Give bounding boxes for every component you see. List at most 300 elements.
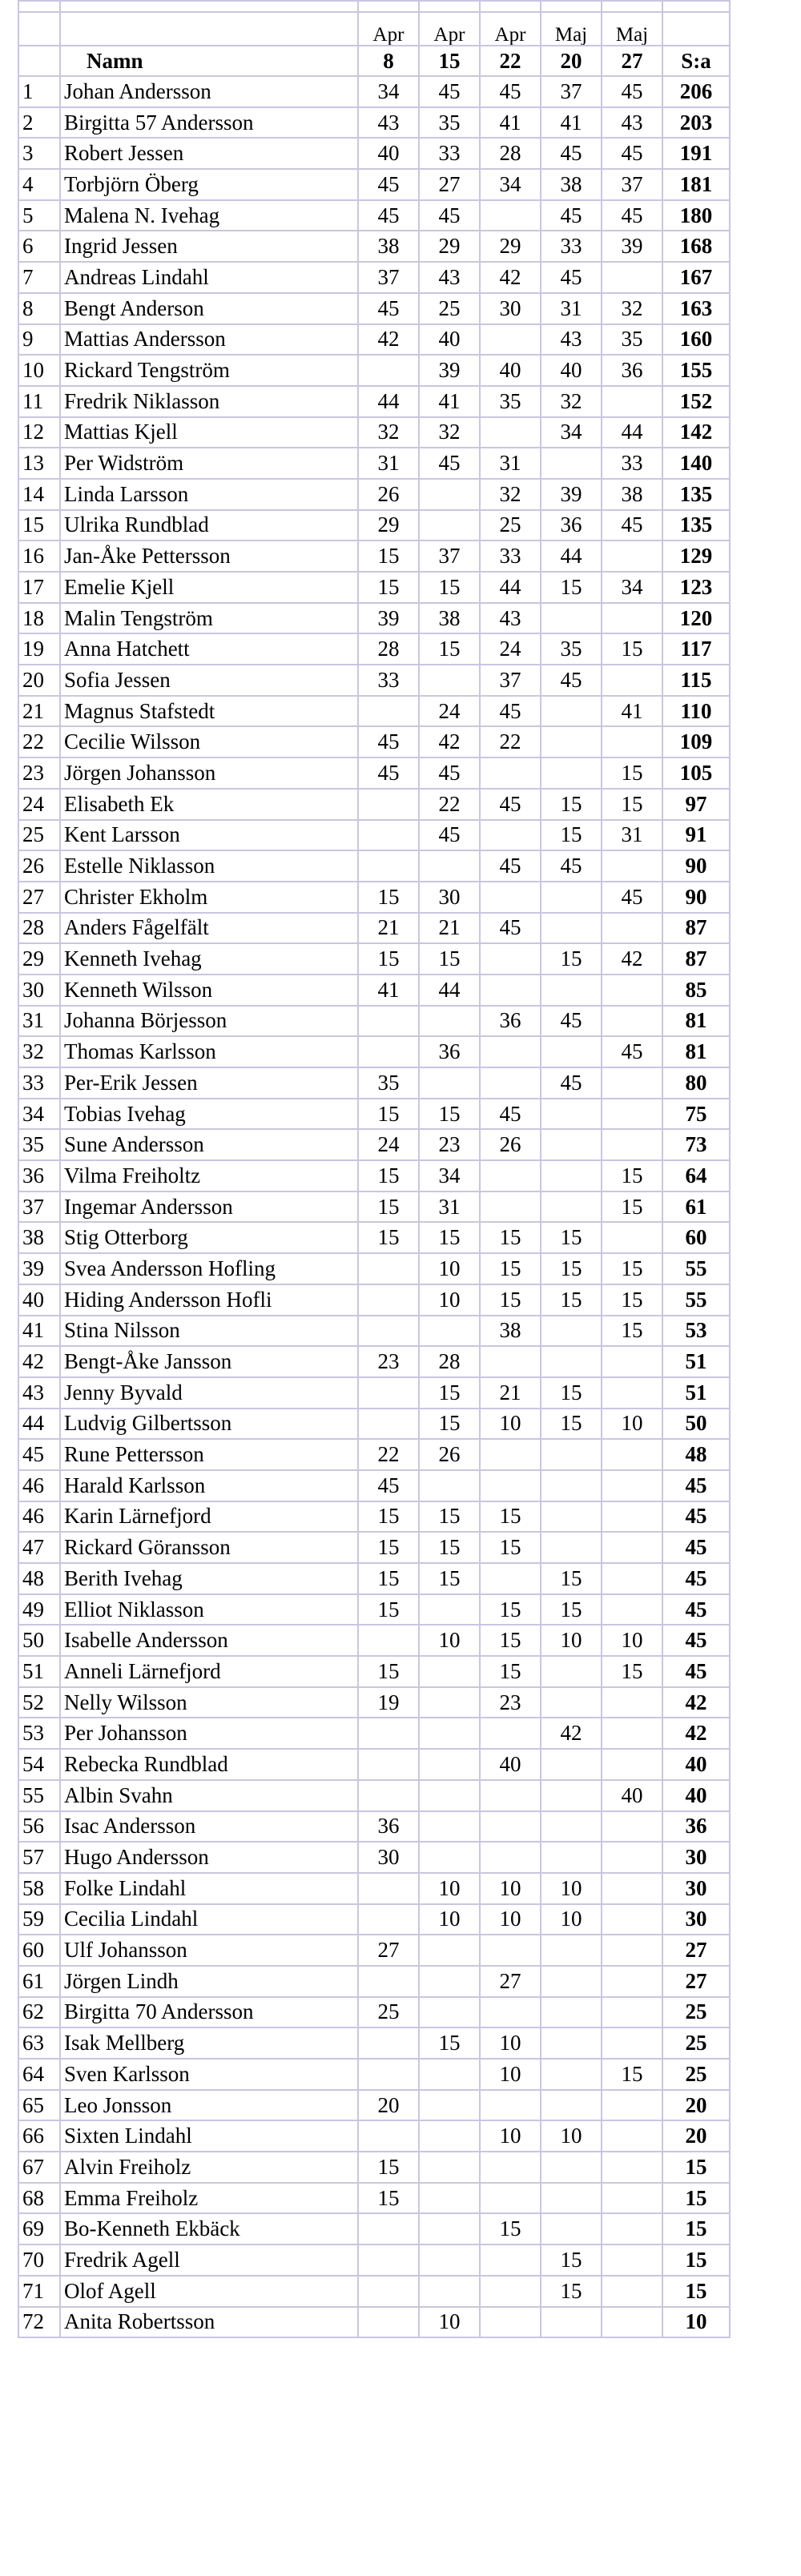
- score-cell: 15: [480, 1656, 541, 1687]
- table-row: [18, 633, 730, 665]
- player-name-cell: Isac Andersson: [60, 1811, 358, 1843]
- rank-cell: 5: [18, 200, 60, 231]
- player-name-cell: Hiding Andersson Hofli: [60, 1284, 358, 1316]
- score-cell: 28: [480, 138, 541, 169]
- table-row: [18, 1873, 730, 1904]
- score-cell: 15: [358, 1160, 419, 1192]
- score-cell: 36: [358, 1811, 419, 1843]
- score-cell: [541, 1160, 602, 1192]
- score-cell: 10: [419, 1904, 480, 1935]
- score-cell: [602, 1067, 662, 1099]
- score-cell: 36: [419, 1036, 480, 1067]
- score-cell: [419, 1935, 480, 1966]
- total-cell: 30: [662, 1873, 730, 1904]
- table-row: [18, 1749, 730, 1780]
- score-cell: 38: [480, 1316, 541, 1347]
- score-cell: 32: [602, 293, 662, 324]
- score-cell: [480, 1346, 541, 1377]
- player-name-cell: Anneli Lärnefjord: [60, 1656, 358, 1687]
- rank-cell: 12: [18, 417, 60, 448]
- score-cell: [602, 2244, 662, 2276]
- score-cell: 40: [480, 355, 541, 386]
- score-cell: 31: [480, 448, 541, 479]
- score-cell: [480, 1192, 541, 1223]
- table-row: [18, 1780, 730, 1811]
- player-name-cell: Rickard Göransson: [60, 1532, 358, 1563]
- score-cell: [541, 2059, 602, 2090]
- rank-cell: 35: [18, 1129, 60, 1160]
- rank-cell: 19: [18, 633, 60, 665]
- score-cell: 37: [541, 76, 602, 107]
- player-name-cell: Anna Hatchett: [60, 633, 358, 665]
- total-cell: 25: [662, 2027, 730, 2059]
- score-cell: 15: [602, 1656, 662, 1687]
- score-cell: [480, 1842, 541, 1873]
- table-row: [18, 1594, 730, 1626]
- rank-cell: 31: [18, 1006, 60, 1037]
- score-cell: 45: [541, 138, 602, 169]
- rank-cell: 42: [18, 1346, 60, 1377]
- table-row: [18, 1036, 730, 1067]
- score-cell: 45: [602, 882, 662, 913]
- total-cell: 81: [662, 1036, 730, 1067]
- score-cell: 15: [602, 633, 662, 665]
- month-header: Apr: [419, 12, 480, 46]
- score-cell: [358, 2120, 419, 2152]
- score-cell: [602, 975, 662, 1006]
- score-cell: 15: [419, 633, 480, 665]
- score-cell: [480, 1563, 541, 1594]
- score-cell: [602, 1997, 662, 2028]
- score-cell: [541, 1749, 602, 1780]
- score-cell: [480, 200, 541, 231]
- player-name-cell: Tobias Ivehag: [60, 1099, 358, 1130]
- total-cell: 15: [662, 2276, 730, 2307]
- score-cell: [480, 1439, 541, 1470]
- score-cell: [602, 1687, 662, 1718]
- score-cell: [602, 386, 662, 417]
- player-name-cell: Elisabeth Ek: [60, 789, 358, 820]
- total-cell: 81: [662, 1006, 730, 1037]
- table-row: [18, 603, 730, 634]
- player-name-cell: Mattias Andersson: [60, 324, 358, 356]
- score-cell: 45: [480, 696, 541, 727]
- score-cell: 15: [358, 943, 419, 975]
- player-name-cell: Anita Robertsson: [60, 2307, 358, 2338]
- score-cell: 15: [358, 882, 419, 913]
- score-cell: 10: [541, 1625, 602, 1656]
- player-name-cell: Vilma Freiholtz: [60, 1160, 358, 1192]
- score-cell: 39: [541, 479, 602, 510]
- total-cell: 75: [662, 1099, 730, 1130]
- table-row: [18, 820, 730, 851]
- score-cell: [419, 1718, 480, 1749]
- score-cell: 41: [541, 107, 602, 139]
- table-row: [18, 850, 730, 882]
- player-name-cell: Torbjörn Öberg: [60, 169, 358, 200]
- score-cell: 15: [419, 1222, 480, 1253]
- score-cell: [602, 1532, 662, 1563]
- score-cell: 10: [541, 2120, 602, 2152]
- score-cell: 27: [419, 169, 480, 200]
- table-row: [18, 2059, 730, 2090]
- score-cell: 10: [480, 1904, 541, 1935]
- rank-cell: 54: [18, 1749, 60, 1780]
- score-cell: [480, 2183, 541, 2214]
- score-cell: 15: [541, 1594, 602, 1626]
- score-cell: [541, 882, 602, 913]
- score-cell: 32: [541, 386, 602, 417]
- score-cell: [419, 2090, 480, 2121]
- score-cell: [602, 665, 662, 696]
- top-spacer-row: [18, 1, 730, 12]
- rank-cell: 49: [18, 1594, 60, 1626]
- score-cell: 45: [419, 758, 480, 789]
- score-cell: [480, 2090, 541, 2121]
- player-name-cell: Jörgen Lindh: [60, 1966, 358, 1997]
- score-cell: 38: [419, 603, 480, 634]
- score-cell: 38: [541, 169, 602, 200]
- score-cell: 45: [419, 820, 480, 851]
- score-cell: 29: [419, 231, 480, 262]
- score-cell: [358, 2059, 419, 2090]
- total-cell: 109: [662, 726, 730, 758]
- score-cell: [602, 541, 662, 572]
- score-cell: [480, 882, 541, 913]
- score-cell: [480, 2244, 541, 2276]
- score-cell: [602, 2276, 662, 2307]
- total-cell: 45: [662, 1656, 730, 1687]
- table-row: [18, 1470, 730, 1501]
- rank-cell: 46: [18, 1501, 60, 1533]
- table-row: [18, 138, 730, 169]
- score-cell: 24: [480, 633, 541, 665]
- score-cell: [358, 1377, 419, 1409]
- score-cell: [358, 2244, 419, 2276]
- score-cell: 45: [602, 76, 662, 107]
- score-cell: 15: [541, 1284, 602, 1316]
- rank-cell: 55: [18, 1780, 60, 1811]
- score-cell: 10: [419, 1625, 480, 1656]
- score-cell: [541, 1192, 602, 1223]
- score-cell: 15: [419, 1377, 480, 1409]
- total-cell: 42: [662, 1718, 730, 1749]
- player-name-cell: Leo Jonsson: [60, 2090, 358, 2121]
- rank-cell: 62: [18, 1997, 60, 2028]
- score-cell: [358, 2027, 419, 2059]
- score-cell: [602, 1006, 662, 1037]
- total-cell: 45: [662, 1501, 730, 1533]
- score-cell: [602, 1811, 662, 1843]
- rank-cell: 27: [18, 882, 60, 913]
- score-cell: [358, 1253, 419, 1284]
- score-cell: 15: [358, 2183, 419, 2214]
- total-cell: 181: [662, 169, 730, 200]
- score-cell: 43: [480, 603, 541, 634]
- score-cell: 31: [541, 293, 602, 324]
- score-cell: [358, 1966, 419, 1997]
- score-cell: 45: [358, 200, 419, 231]
- score-cell: [419, 1842, 480, 1873]
- table-row: [18, 169, 730, 200]
- score-cell: 34: [419, 1160, 480, 1192]
- score-cell: [480, 2152, 541, 2183]
- total-cell: 51: [662, 1346, 730, 1377]
- score-cell: [541, 1501, 602, 1533]
- score-cell: 33: [541, 231, 602, 262]
- score-cell: [602, 262, 662, 293]
- score-cell: 15: [358, 1563, 419, 1594]
- score-cell: 15: [480, 1625, 541, 1656]
- rank-cell: 26: [18, 850, 60, 882]
- player-name-cell: Alvin Freiholz: [60, 2152, 358, 2183]
- total-cell: 203: [662, 107, 730, 139]
- player-name-cell: Hugo Andersson: [60, 1842, 358, 1873]
- table-row: [18, 1099, 730, 1130]
- score-cell: 29: [358, 510, 419, 541]
- total-cell: 140: [662, 448, 730, 479]
- rank-cell: 50: [18, 1625, 60, 1656]
- total-cell: 91: [662, 820, 730, 851]
- score-cell: [541, 1656, 602, 1687]
- score-cell: 15: [541, 943, 602, 975]
- score-cell: 45: [541, 200, 602, 231]
- rank-cell: 58: [18, 1873, 60, 1904]
- score-cell: 25: [419, 293, 480, 324]
- score-cell: 30: [419, 882, 480, 913]
- rank-cell: 34: [18, 1099, 60, 1130]
- player-name-cell: Kenneth Ivehag: [60, 943, 358, 975]
- score-cell: [419, 850, 480, 882]
- score-cell: 35: [541, 633, 602, 665]
- score-cell: [419, 510, 480, 541]
- rank-cell: 17: [18, 572, 60, 603]
- score-cell: [419, 1811, 480, 1843]
- player-name-cell: Robert Jessen: [60, 138, 358, 169]
- month-header: Apr: [480, 12, 541, 46]
- score-cell: 44: [541, 541, 602, 572]
- player-name-cell: Jan-Åke Pettersson: [60, 541, 358, 572]
- score-cell: [358, 355, 419, 386]
- rank-cell: 29: [18, 943, 60, 975]
- score-cell: 41: [480, 107, 541, 139]
- score-cell: 15: [419, 1409, 480, 1440]
- rank-cell: 37: [18, 1192, 60, 1223]
- player-name-cell: Bo-Kenneth Ekbäck: [60, 2213, 358, 2244]
- score-cell: 10: [480, 2120, 541, 2152]
- score-cell: [602, 726, 662, 758]
- score-cell: [480, 975, 541, 1006]
- score-cell: 42: [358, 324, 419, 356]
- score-cell: [419, 1594, 480, 1626]
- table-row: [18, 1501, 730, 1533]
- score-cell: [480, 758, 541, 789]
- score-cell: 39: [419, 355, 480, 386]
- score-cell: [602, 2183, 662, 2214]
- score-cell: [419, 2059, 480, 2090]
- score-cell: 33: [358, 665, 419, 696]
- score-cell: [358, 820, 419, 851]
- player-name-cell: Fredrik Niklasson: [60, 386, 358, 417]
- score-cell: 26: [419, 1439, 480, 1470]
- score-cell: 15: [419, 2027, 480, 2059]
- player-name-cell: Svea Andersson Hofling: [60, 1253, 358, 1284]
- total-cell: 191: [662, 138, 730, 169]
- score-cell: [602, 1563, 662, 1594]
- score-cell: [480, 417, 541, 448]
- score-cell: [419, 2276, 480, 2307]
- player-name-cell: Rickard Tengström: [60, 355, 358, 386]
- score-cell: 30: [358, 1842, 419, 1873]
- score-cell: 15: [602, 2059, 662, 2090]
- score-cell: [602, 2120, 662, 2152]
- table-row: [18, 541, 730, 572]
- score-cell: 45: [480, 76, 541, 107]
- player-name-cell: Folke Lindahl: [60, 1873, 358, 1904]
- total-cell: 115: [662, 665, 730, 696]
- score-cell: 15: [358, 1192, 419, 1223]
- player-name-cell: Ulf Johansson: [60, 1935, 358, 1966]
- score-cell: 32: [480, 479, 541, 510]
- score-cell: 38: [358, 231, 419, 262]
- score-cell: 27: [480, 1966, 541, 1997]
- score-cell: [480, 1036, 541, 1067]
- score-cell: 42: [602, 943, 662, 975]
- month-header: Maj: [541, 12, 602, 46]
- rank-cell: 47: [18, 1532, 60, 1563]
- score-cell: 45: [480, 913, 541, 944]
- score-cell: 15: [541, 1563, 602, 1594]
- score-cell: [602, 2152, 662, 2183]
- total-cell: 15: [662, 2213, 730, 2244]
- score-cell: [541, 1129, 602, 1160]
- table-row: [18, 975, 730, 1006]
- total-cell: 163: [662, 293, 730, 324]
- day-header: 22: [480, 46, 541, 76]
- score-cell: [602, 2090, 662, 2121]
- rank-cell: 36: [18, 1160, 60, 1192]
- score-cell: 40: [541, 355, 602, 386]
- table-row: [18, 262, 730, 293]
- table-row: [18, 1192, 730, 1223]
- day-header: 8: [358, 46, 419, 76]
- rank-cell: 30: [18, 975, 60, 1006]
- score-cell: 45: [419, 448, 480, 479]
- total-cell: 40: [662, 1780, 730, 1811]
- total-cell: 90: [662, 850, 730, 882]
- score-cell: [541, 603, 602, 634]
- table-row: [18, 943, 730, 975]
- score-cell: [541, 1935, 602, 1966]
- score-cell: [358, 1749, 419, 1780]
- rank-cell: 20: [18, 665, 60, 696]
- table-row: [18, 1656, 730, 1687]
- table-row: [18, 665, 730, 696]
- score-cell: 36: [480, 1006, 541, 1037]
- score-cell: 45: [602, 1036, 662, 1067]
- score-cell: 21: [419, 913, 480, 944]
- rank-cell: 67: [18, 2152, 60, 2183]
- score-cell: [480, 324, 541, 356]
- player-name-cell: Sven Karlsson: [60, 2059, 358, 2090]
- player-name-cell: Bengt Anderson: [60, 293, 358, 324]
- score-cell: 32: [358, 417, 419, 448]
- score-cell: [541, 696, 602, 727]
- score-cell: [602, 603, 662, 634]
- table-row: [18, 2152, 730, 2183]
- score-cell: 45: [602, 510, 662, 541]
- score-cell: 15: [541, 1222, 602, 1253]
- score-cell: [602, 1594, 662, 1626]
- score-cell: 31: [358, 448, 419, 479]
- player-name-cell: Emelie Kjell: [60, 572, 358, 603]
- player-name-cell: Olof Agell: [60, 2276, 358, 2307]
- score-cell: 45: [358, 293, 419, 324]
- score-cell: [541, 2027, 602, 2059]
- score-cell: 10: [602, 1625, 662, 1656]
- score-cell: 25: [358, 1997, 419, 2028]
- table-row: [18, 107, 730, 139]
- score-cell: 35: [358, 1067, 419, 1099]
- score-cell: [480, 943, 541, 975]
- score-cell: [419, 665, 480, 696]
- total-cell: 61: [662, 1192, 730, 1223]
- score-cell: 44: [602, 417, 662, 448]
- table-row: [18, 1563, 730, 1594]
- score-cell: 45: [480, 789, 541, 820]
- table-row: [18, 2183, 730, 2214]
- score-cell: 42: [419, 726, 480, 758]
- score-cell: 15: [602, 758, 662, 789]
- column-header-row: [18, 46, 730, 76]
- player-name-cell: Harald Karlsson: [60, 1470, 358, 1501]
- score-cell: [602, 1501, 662, 1533]
- score-cell: 19: [358, 1687, 419, 1718]
- total-cell: 55: [662, 1284, 730, 1316]
- table-row: [18, 1532, 730, 1563]
- table-row: [18, 1222, 730, 1253]
- score-cell: [419, 1316, 480, 1347]
- score-cell: [541, 1780, 602, 1811]
- table-row: [18, 1284, 730, 1316]
- player-name-cell: Thomas Karlsson: [60, 1036, 358, 1067]
- total-cell: 40: [662, 1749, 730, 1780]
- score-cell: 39: [358, 603, 419, 634]
- table-row: [18, 882, 730, 913]
- total-cell: 53: [662, 1316, 730, 1347]
- total-cell: 50: [662, 1409, 730, 1440]
- rank-cell: 32: [18, 1036, 60, 1067]
- player-name-cell: Mattias Kjell: [60, 417, 358, 448]
- score-cell: [541, 1811, 602, 1843]
- player-name-cell: Albin Svahn: [60, 1780, 358, 1811]
- score-cell: [358, 1006, 419, 1037]
- score-cell: 40: [358, 138, 419, 169]
- score-cell: 10: [602, 1409, 662, 1440]
- rank-cell: 69: [18, 2213, 60, 2244]
- score-cell: 43: [541, 324, 602, 356]
- score-cell: 28: [419, 1346, 480, 1377]
- score-cell: [358, 2307, 419, 2338]
- score-cell: 41: [358, 975, 419, 1006]
- table-row: [18, 1718, 730, 1749]
- score-cell: 44: [419, 975, 480, 1006]
- score-cell: 15: [358, 1501, 419, 1533]
- score-cell: [480, 1935, 541, 1966]
- score-cell: [419, 479, 480, 510]
- score-cell: 23: [358, 1346, 419, 1377]
- rank-cell: 56: [18, 1811, 60, 1843]
